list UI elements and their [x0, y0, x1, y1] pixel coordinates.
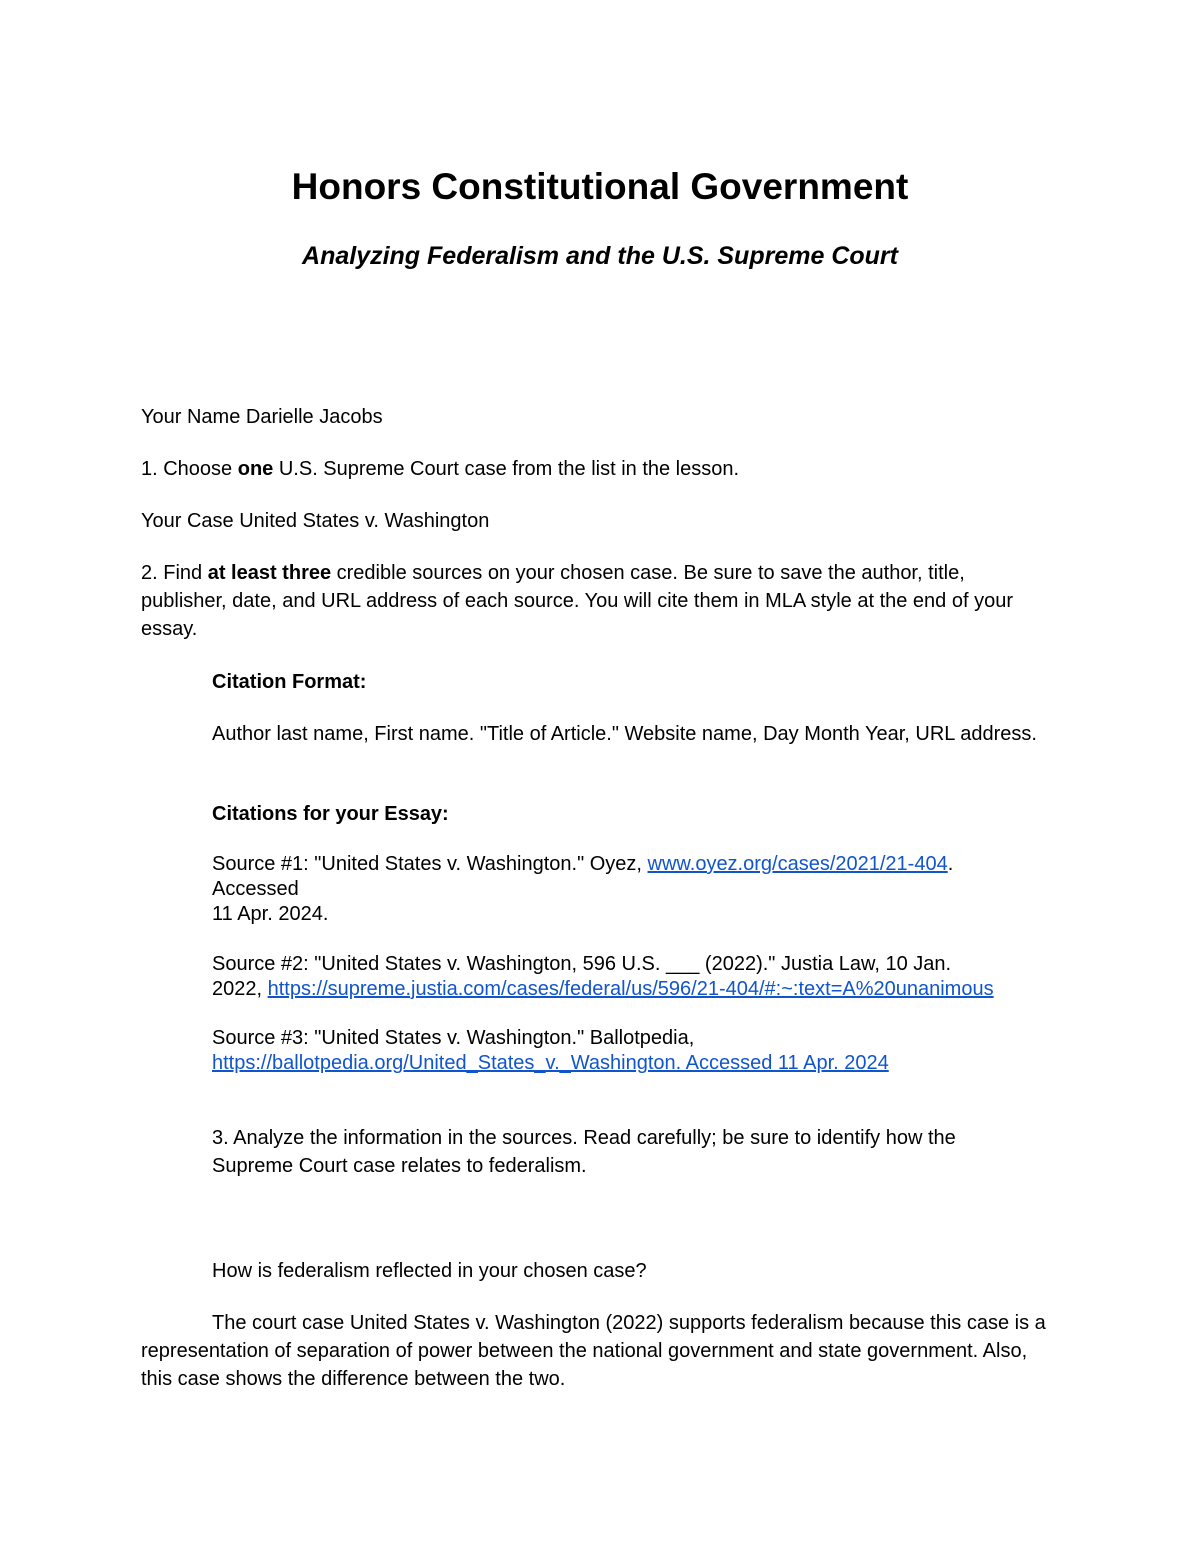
source-3-line-2 — [212, 1051, 1072, 1076]
source-2-line-2 — [212, 977, 1112, 1002]
question-2-post: credible sources on your chosen case. Be sure to save the author, title, publisher, date, and URL address of each source. You will cite them in MLA style at the end of your essay. — [141, 562, 1013, 640]
question-1 — [141, 455, 1061, 483]
citation-format-heading-text: Citation Format: — [212, 671, 367, 693]
source-1-date: 11 Apr. 2024. — [212, 903, 329, 925]
source-1-accessed: Accessed — [212, 878, 299, 900]
citations-heading — [212, 800, 1072, 828]
source-3-link[interactable]: https://ballotpedia.org/United_States_v._Washington. Accessed 11 Apr. 2024 — [212, 1052, 889, 1074]
document-subtitle: Analyzing Federalism and the U.S. Supreme Court — [302, 242, 898, 270]
source-1-link[interactable]: www.oyez.org/cases/2021/21-404 — [647, 853, 948, 875]
question-1-post: U.S. Supreme Court case from the list in the lesson. — [273, 458, 740, 480]
question-2 — [141, 559, 1051, 643]
citation-format-text: Author last name, First name. "Title of Article." Website name, Day Month Year, URL address. — [212, 723, 1037, 745]
source-1-text: Source #1: "United States v. Washington." Oyez, — [212, 853, 648, 875]
student-name-line: Your Name Darielle Jacobs — [141, 406, 383, 428]
source-1 — [212, 852, 1072, 927]
source-1-line-1 — [212, 852, 1072, 877]
source-3 — [212, 1026, 1072, 1076]
question-2-emphasis: at least three — [207, 562, 332, 584]
federalism-question: How is federalism reflected in your chosen case? — [212, 1260, 647, 1282]
source-2-link[interactable]: https://supreme.justia.com/cases/federal/us/596/21-404/#:~:text=A%20unanimous — [267, 978, 994, 1000]
federalism-answer: The court case United States v. Washington (2022) supports federalism because this case is a representation of separation of power between the national government and state government. Also, this case shows the difference between the two. — [141, 1312, 1046, 1390]
citation-format-heading — [212, 668, 1072, 696]
question-1-emphasis: one — [237, 458, 274, 480]
question-1-pre: 1. Choose — [141, 458, 238, 480]
source-2-date: 2022, — [212, 978, 268, 1000]
case-line: Your Case United States v. Washington — [141, 510, 490, 532]
source-3-line-1: Source #3: "United States v. Washington." Ballotpedia, — [212, 1027, 695, 1049]
citations-heading-text: Citations for your Essay: — [212, 803, 449, 825]
source-2 — [212, 952, 1112, 1002]
question-2-pre: 2. Find — [141, 562, 208, 584]
document-title: Honors Constitutional Government — [291, 166, 909, 207]
source-1-period: . — [947, 853, 954, 875]
question-3: 3. Analyze the information in the sources. Read carefully; be sure to identify how the Supreme Court case relates to federalism. — [212, 1127, 956, 1177]
source-2-line-1: Source #2: "United States v. Washington, 596 U.S. ___ (2022)." Justia Law, 10 Jan. — [212, 953, 952, 975]
